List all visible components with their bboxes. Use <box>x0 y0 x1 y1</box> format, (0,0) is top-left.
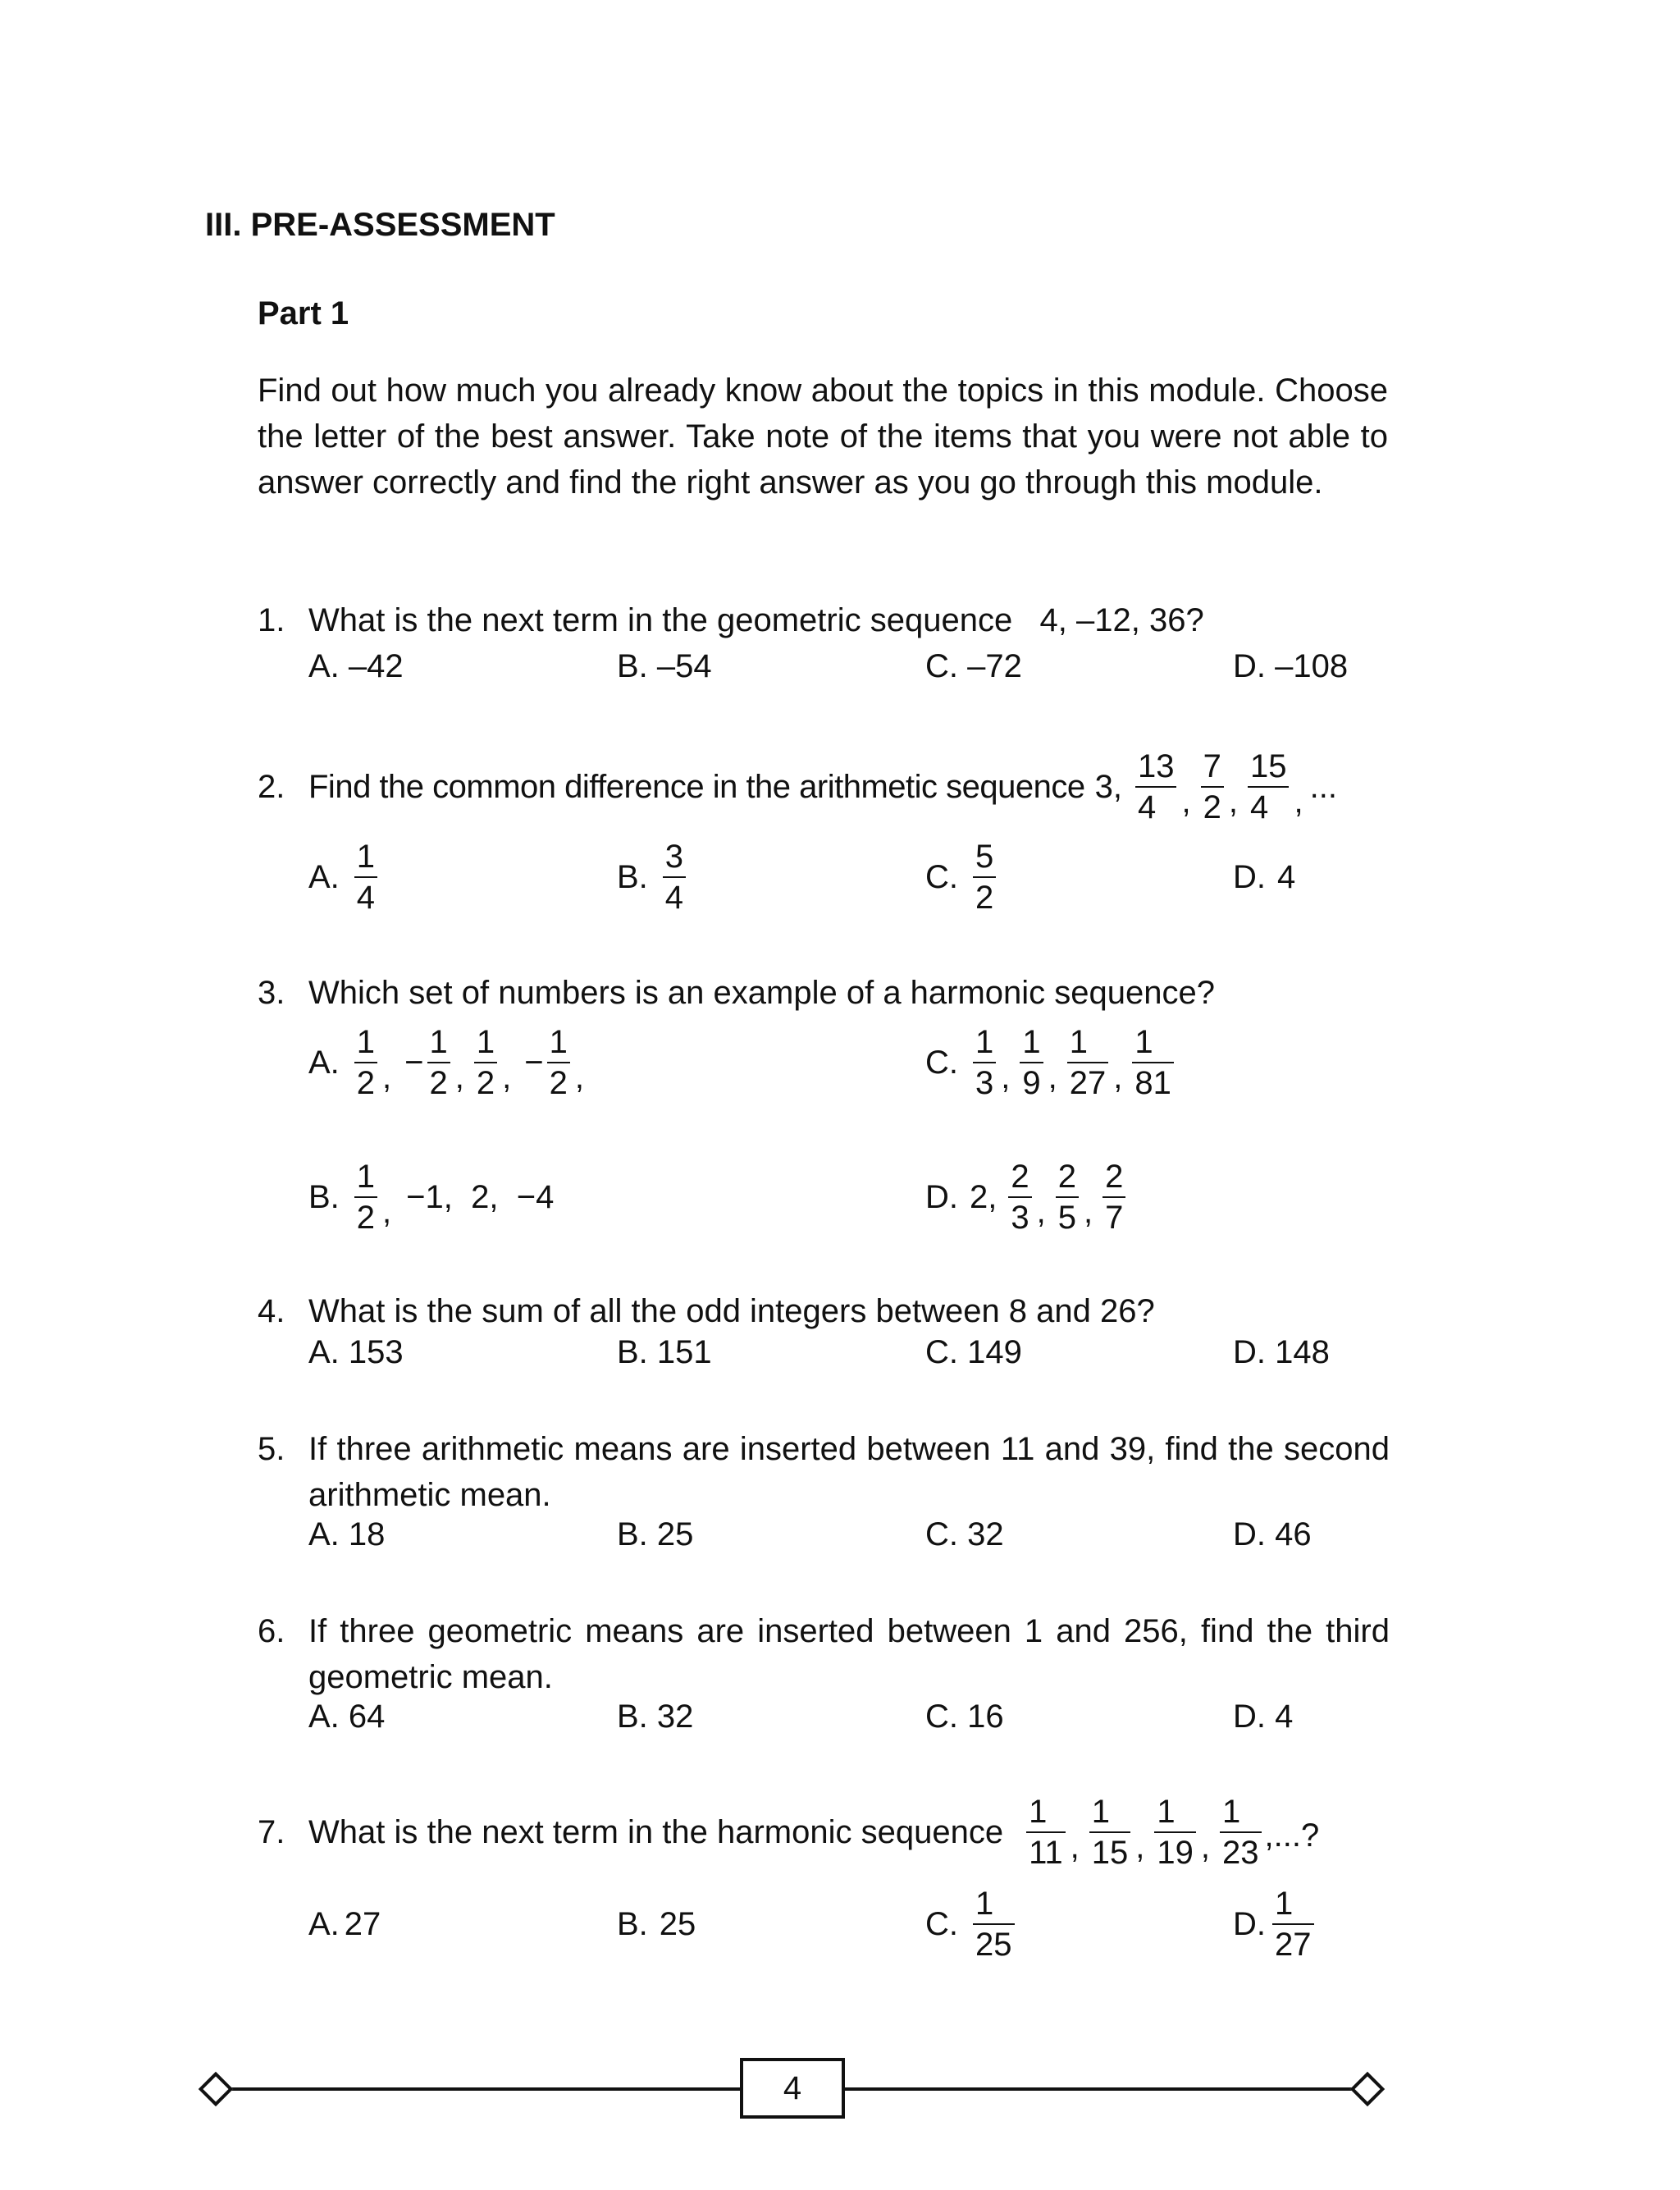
choice-d[interactable]: D. 2, $\frac{2}{3}$ , $\frac{2}{5}$ , $\frac{2}{7}$ <box>925 1152 1129 1242</box>
fraction: $\frac{1}{27}$ <box>1067 1026 1109 1100</box>
fraction: $\frac{2}{3}$ <box>1008 1160 1031 1234</box>
fraction: $\frac{1}{4}$ <box>354 840 377 914</box>
fraction: $\frac{1}{2}$ <box>354 1160 377 1234</box>
choice-d[interactable]: D. 4 <box>1233 1699 1294 1735</box>
choice-b[interactable]: B. $\frac{3}{4}$ <box>617 832 689 922</box>
fraction: $\frac{2}{7}$ <box>1102 1160 1125 1234</box>
question-7: 7. What is the next term in the harmonic sequence $\frac{1}{11}$ , $\frac{1}{15}$ , $\frac{1}{19}$ , $\frac{1}{23}$ ,...? <box>258 1794 1320 1871</box>
question-number: 3. <box>258 975 285 1011</box>
choice-c[interactable]: C. 149 <box>925 1334 1022 1370</box>
choice-a[interactable]: A. $\frac{1}{4}$ <box>308 832 381 922</box>
choice-d[interactable]: D. 46 <box>1233 1516 1312 1552</box>
choice-b[interactable]: B. –54 <box>617 648 712 684</box>
fraction: $\frac{1}{19}$ <box>1154 1795 1196 1869</box>
section-title: III. PRE-ASSESSMENT <box>205 207 555 243</box>
choice-d[interactable]: D. –108 <box>1233 648 1349 684</box>
choice-a[interactable]: A. –42 <box>308 648 404 684</box>
choice-a[interactable]: A. 18 <box>308 1516 386 1552</box>
choice-b[interactable]: B. 151 <box>617 1334 712 1370</box>
choice-c[interactable]: C. $\frac{5}{2}$ <box>925 832 999 922</box>
question-number: 2. <box>258 768 285 805</box>
question-text: Find the common difference in the arithmetic sequence <box>308 768 1085 805</box>
question-text: What is the next term in the harmonic sequence <box>308 1813 1004 1850</box>
fraction: $\frac{1}{2}$ <box>427 1026 450 1100</box>
choice-c[interactable]: C. $\frac{1}{25}$ <box>925 1879 1018 1969</box>
fraction: $\frac{1}{3}$ <box>973 1026 996 1100</box>
diamond-icon <box>199 2072 233 2106</box>
fraction: $\frac{1}{9}$ <box>1020 1026 1043 1100</box>
fraction: $\frac{1}{25}$ <box>973 1887 1015 1961</box>
question-text: If three geometric means are inserted between 1 and 256, find the third geometric mean. <box>308 1613 1390 1695</box>
question-number: 5. <box>258 1431 285 1467</box>
question-number: 4. <box>258 1293 285 1329</box>
question-2: 2. Find the common difference in the arithmetic sequence 3, $\frac{13}{4}$ , $\frac{7}{2}$ , $\frac{15}{4}$ , ... <box>258 748 1337 825</box>
question-number: 1. <box>258 602 285 638</box>
fraction: $\frac{1}{81}$ <box>1132 1026 1174 1100</box>
choice-a[interactable]: A. $\frac{1}{2}$ , − $\frac{1}{2}$ , $\frac{1}{2}$ , − $\frac{1}{2}$ , <box>308 1024 585 1101</box>
fraction: $\frac{1}{11}$ <box>1026 1795 1066 1869</box>
choice-b[interactable]: B. 25 <box>617 1516 694 1552</box>
choice-c[interactable]: C. $\frac{1}{3}$ , $\frac{1}{9}$ , $\frac{1}{27}$ , $\frac{1}{81}$ <box>925 1017 1177 1108</box>
fraction: $\frac{5}{2}$ <box>973 840 996 914</box>
page-number: 4 <box>740 2058 845 2119</box>
question-text: If three arithmetic means are inserted between 11 and 39, find the second arithmetic mean. <box>308 1431 1390 1513</box>
question-text: What is the next term in the geometric sequence 4, –12, 36? <box>308 602 1204 638</box>
choice-d[interactable]: D. 148 <box>1233 1334 1330 1370</box>
choice-a[interactable]: A. 64 <box>308 1699 386 1735</box>
ellipsis: ,...? <box>1264 1817 1320 1854</box>
choice-a[interactable]: A. 153 <box>308 1334 404 1370</box>
fraction: $\frac{1}{15}$ <box>1089 1795 1131 1869</box>
diamond-icon <box>1350 2072 1385 2106</box>
ellipsis: ... <box>1309 768 1337 805</box>
question-text: What is the sum of all the odd integers between 8 and 26? <box>308 1293 1155 1329</box>
part-title: Part 1 <box>258 295 349 331</box>
intro-paragraph: Find out how much you already know about the topics in this module. Choose the letter of the best answer. Take note of the items that you were not able to answer correctly and find the right answer as you go through this module. <box>258 373 1388 501</box>
fraction: $\frac{7}{2}$ <box>1201 750 1224 824</box>
choice-d[interactable]: D. 4 <box>1233 858 1296 895</box>
fraction: $\frac{1}{27}$ <box>1272 1887 1314 1961</box>
question-number: 6. <box>258 1613 285 1649</box>
choice-c[interactable]: C. 16 <box>925 1699 1004 1735</box>
fraction: $\frac{1}{2}$ <box>354 1026 377 1100</box>
fraction: $\frac{15}{4}$ <box>1248 750 1290 824</box>
question-text: Which set of numbers is an example of a harmonic sequence? <box>308 975 1216 1011</box>
footer-rule-left <box>215 2087 740 2091</box>
choice-b[interactable]: B. 32 <box>617 1699 694 1735</box>
question-number: 7. <box>258 1813 285 1850</box>
fraction: $\frac{3}{4}$ <box>663 840 686 914</box>
fraction: $\frac{13}{4}$ <box>1135 750 1177 824</box>
choice-b[interactable]: B. $\frac{1}{2}$ , −1, 2, −4 <box>308 1159 555 1236</box>
choice-c[interactable]: C. 32 <box>925 1516 1004 1552</box>
choice-a[interactable]: A. 27 <box>308 1905 381 1942</box>
fraction: $\frac{1}{2}$ <box>547 1026 570 1100</box>
fraction: $\frac{1}{2}$ <box>474 1026 497 1100</box>
sequence: 4, –12, 36? <box>1039 602 1204 638</box>
footer-rule-right <box>845 2087 1370 2091</box>
choice-c[interactable]: C. –72 <box>925 648 1022 684</box>
fraction: $\frac{1}{23}$ <box>1220 1795 1262 1869</box>
sequence-first-term: 3, <box>1094 768 1122 805</box>
fraction: $\frac{2}{5}$ <box>1056 1160 1079 1234</box>
choice-d[interactable]: D. $\frac{1}{27}$ <box>1233 1879 1317 1969</box>
choice-b[interactable]: B. 25 <box>617 1905 696 1942</box>
